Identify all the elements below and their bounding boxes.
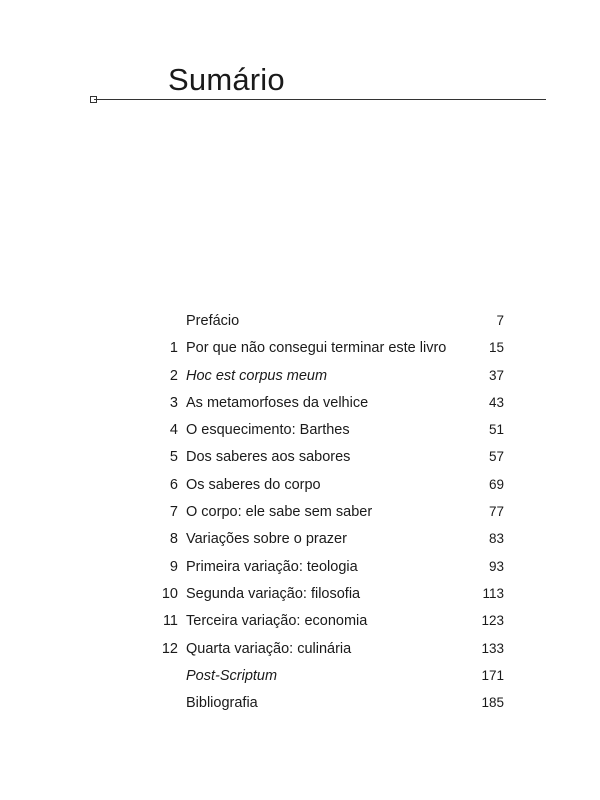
title-rule — [94, 99, 546, 100]
toc-entry — [150, 613, 510, 640]
toc-entry-title: Primeira variação: teologia — [186, 558, 358, 575]
toc-entry-page: 69 — [488, 476, 504, 492]
toc-entry-page: 113 — [482, 585, 504, 601]
toc-entry-number: 12 — [161, 640, 178, 657]
toc-entry-title: Prefácio — [186, 313, 240, 329]
toc-entry — [150, 695, 510, 722]
toc-entry-title: Os saberes do corpo — [186, 476, 321, 493]
toc-entry — [150, 586, 510, 613]
toc-entry-title: Terceira variação: economia — [186, 613, 368, 630]
toc-entry — [150, 422, 510, 449]
toc-entry-title: As metamorfoses da velhice — [186, 394, 369, 411]
toc-entry — [150, 504, 510, 531]
toc-entry-page: 7 — [496, 313, 504, 328]
toc-entry-page: 171 — [481, 667, 504, 683]
toc-entry-title: Por que não consegui terminar este livro — [186, 340, 447, 357]
toc-entry — [150, 395, 510, 422]
toc-entry-number: 2 — [169, 367, 178, 384]
toc-entry-title: Hoc est corpus meum — [186, 367, 328, 384]
toc-entry-number: 7 — [169, 504, 178, 521]
toc-entry — [150, 559, 510, 586]
toc-entry-page: 15 — [488, 340, 504, 356]
toc-entry-page: 77 — [488, 504, 504, 520]
toc-entry-number: 1 — [169, 340, 178, 357]
toc-entry-page: 185 — [481, 695, 504, 711]
toc-entry-page: 123 — [481, 613, 504, 629]
toc-entry-page: 83 — [488, 531, 504, 547]
toc-entry-title: Segunda variação: filosofia — [186, 585, 361, 602]
toc-entry — [150, 368, 510, 395]
toc-entry — [150, 340, 510, 367]
toc-entry-page: 93 — [488, 558, 504, 574]
toc-entry-number: 3 — [169, 394, 178, 411]
table-of-contents — [150, 313, 510, 722]
toc-entry-title: O corpo: ele sabe sem saber — [186, 504, 373, 521]
toc-entry-number: 4 — [169, 422, 178, 439]
toc-entry-title: Dos saberes aos sabores — [186, 449, 351, 466]
toc-entry-title: O esquecimento: Barthes — [186, 422, 350, 439]
toc-entry-page: 37 — [488, 367, 504, 383]
toc-entry — [150, 531, 510, 558]
toc-entry — [150, 477, 510, 504]
toc-entry-number: 5 — [169, 449, 178, 466]
page-title: Sumário — [168, 62, 285, 97]
toc-entry-page: 51 — [488, 422, 504, 438]
toc-entry — [150, 449, 510, 476]
toc-entry-title: Quarta variação: culinária — [186, 640, 352, 657]
toc-entry — [150, 313, 510, 340]
toc-entry — [150, 641, 510, 668]
toc-entry-number: 9 — [169, 558, 178, 575]
toc-entry-page: 133 — [481, 640, 504, 656]
toc-entry-number: 8 — [169, 531, 178, 548]
toc-entry-number: 10 — [161, 585, 178, 602]
toc-entry-title: Variações sobre o prazer — [186, 531, 347, 548]
toc-entry-title: Bibliografia — [186, 695, 258, 712]
toc-entry-number: 11 — [162, 613, 178, 630]
toc-entry-page: 57 — [488, 449, 504, 465]
toc-entry-number: 6 — [169, 476, 178, 493]
toc-entry-page: 43 — [488, 394, 504, 410]
toc-entry-title: Post-Scriptum — [186, 667, 278, 684]
toc-entry — [150, 668, 510, 695]
